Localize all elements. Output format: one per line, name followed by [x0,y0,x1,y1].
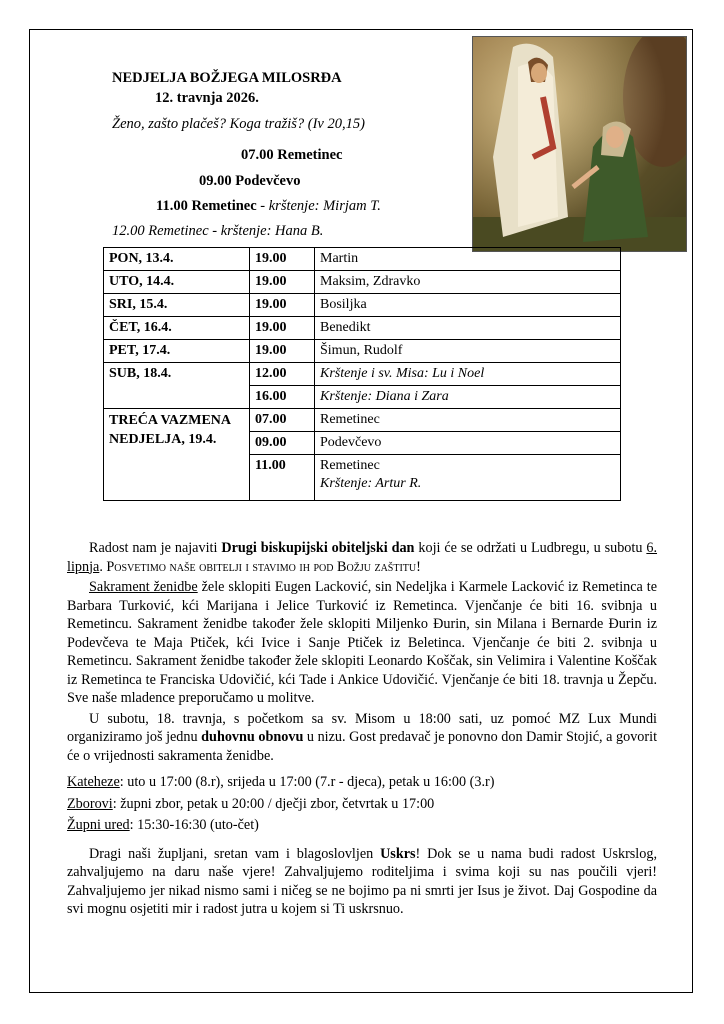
marriage-paragraph: Sakrament ženidbe žele sklopiti Eugen Lacković, sin Nedeljka i Karmele Lacković iz Remetinca te Barbara Turković, kći Marijana i Jelice Turković iz Remetinca. Vjenčanje će biti 16. svibnja u Remetincu. Sakrament ženidbe također žele sklopiti Miljenko Đurin, sin Milana i Bernarde Đurin iz Podevčeva te Maja Ptiček, kći Ivice i Sanje Ptiček iz Beletinca. Vjenčanje će biti 2. svibnja u Remetincu. Sakrament ženidbe također žele sklopiti Leonardo Koščak, sin Velimira i Valentine Koščak iz Remetinca te Franciska Udovičić, kći Tade i Ankice Udovičić. Vjenčanje će biti 18. travnja u Žepču. Sve naše mladence preporučamo u molitve. [67,579,657,706]
mass-line-1: 07.00 Remetinec [241,147,343,163]
table-row [104,271,621,294]
time-cell: 12.00 [250,363,315,386]
baptism-line: Krštenje: Artur R. [320,476,422,491]
day-cell: SUB, 18.4. [104,363,250,409]
time-cell: 19.00 [250,340,315,363]
catechesis-line: Kateheze: uto u 17:00 (8.r), srijeda u 17:00 (7.r - djeca), petak u 16:00 (3.r) [67,774,495,790]
time-cell: 11.00 [250,455,315,501]
mass-line-4: 12.00 Remetinec - krštenje: Hana B. [112,223,324,239]
intention-cell [315,455,621,501]
intention-cell: Bosiljka [315,294,621,317]
day-cell: UTO, 14.4. [104,271,250,294]
table-row [104,363,621,386]
gospel-quote: Ženo, zašto plačeš? Koga tražiš? (Iv 20,15) [112,116,365,132]
announcements [67,539,657,919]
intention-cell: Podevčevo [315,432,621,455]
time-cell: 09.00 [250,432,315,455]
intention-cell: Šimun, Rudolf [315,340,621,363]
mass-line-2: 09.00 Podevčevo [199,173,301,189]
intention-cell: Benedikt [315,317,621,340]
easter-greeting-paragraph: Dragi naši župljani, sretan vam i blagoslovljen Uskrs! Dok se u nama budi radost Uskrslog, zahvaljujemo na daru naše vjere! Zahvaljujemo roditeljima i svima koji su nas poučili vjeri! Zahvaljujemo jer nikad nismo sami i ničeg se ne bojimo pa ni smrti jer Isus je život. Daj Gospodine da svi mognu osjetiti mir i radost jutra u kojem si Ti uskrsnuo. [67,845,657,917]
mass-line-3: 11.00 Remetinec - krštenje: Mirjam T. [156,198,381,214]
table-row [104,294,621,317]
table-row [104,317,621,340]
day-cell: TREĆA VAZMENA NEDJELJA, 19.4. [104,409,250,501]
intention-cell: Krštenje i sv. Misa: Lu i Noel [315,363,621,386]
feast-title: NEDJELJA BOŽJEGA MILOSRĐA [112,70,342,86]
time-cell: 19.00 [250,294,315,317]
time-cell: 07.00 [250,409,315,432]
intention-cell: Remetinec [315,409,621,432]
office-hours-line: Župni ured: 15:30-16:30 (uto-čet) [67,817,259,833]
intention-line: Remetinec [320,458,380,473]
intention-cell: Krštenje: Diana i Zara [315,386,621,409]
time-cell: 19.00 [250,248,315,271]
feast-date: 12. travnja 2026. [155,90,259,106]
easter-painting [472,36,687,252]
time-cell: 19.00 [250,317,315,340]
table-row [104,340,621,363]
table-row [104,248,621,271]
day-cell: ČET, 16.4. [104,317,250,340]
time-cell: 19.00 [250,271,315,294]
time-cell: 16.00 [250,386,315,409]
day-cell: SRI, 15.4. [104,294,250,317]
intention-cell: Martin [315,248,621,271]
intention-cell: Maksim, Zdravko [315,271,621,294]
mass-schedule-table [103,247,621,501]
day-cell: PON, 13.4. [104,248,250,271]
day-cell: PET, 17.4. [104,340,250,363]
choir-line: Zborovi: župni zbor, petak u 20:00 / dječji zbor, četvrtak u 17:00 [67,795,435,812]
family-day-paragraph: Radost nam je najaviti Drugi biskupijski obiteljski dan koji će se održati u Ludbregu, u subotu 6. lipnja. Posvetimo naše obitelji i stavimo ih pod Božju zaštitu! [67,540,658,575]
table-row [104,409,621,432]
retreat-paragraph: U subotu, 18. travnja, s početkom sa sv. Misom u 18:00 sati, uz pomoć MZ Lux Mundi organiziramo još jednu duhovnu obnovu u nizu. Gost predavač je ponovno don Damir Stojić, a govorit će o vrijednosti sakramenta ženidbe. [67,710,658,764]
